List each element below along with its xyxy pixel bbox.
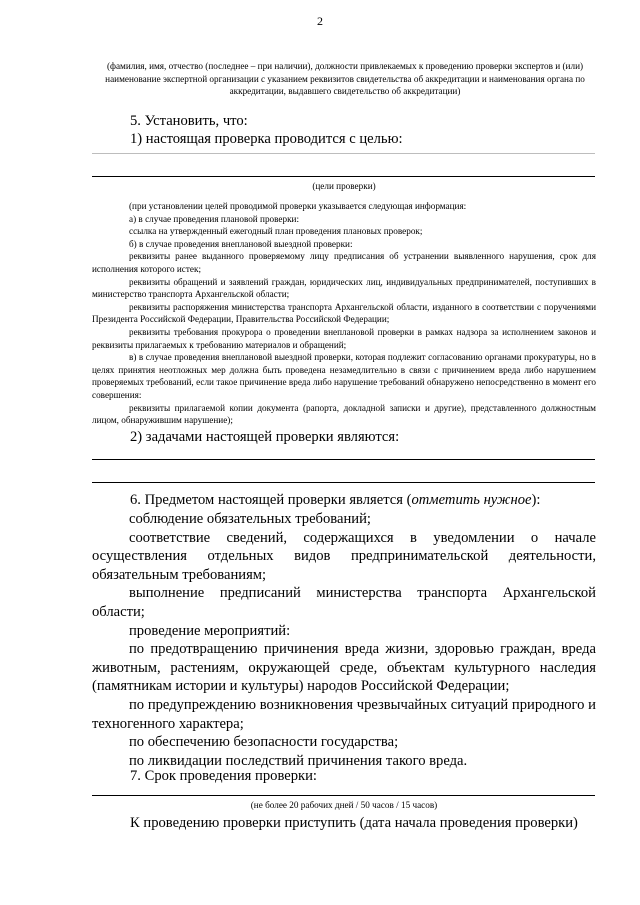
section5-item1: 1) настоящая проверка проводится с целью: <box>130 131 403 147</box>
blank-line <box>92 459 595 460</box>
section5-title: 5. Установить, что: <box>130 113 248 129</box>
blank-line <box>92 153 595 154</box>
subject-item: соблюдение обязательных требований; <box>129 511 371 527</box>
note-line: реквизиты распоряжения министерства транспорта Архангельской области, изданного в соответствии с поручениями Президента Российской Федерации, Правительства Российской Федерации; <box>92 301 596 325</box>
subject-item: по обеспечению безопасности государства; <box>129 734 399 751</box>
note-line: реквизиты требования прокурора о проведении внеплановой проверки в рамках надзора за исполнением законов и реквизиты прилагаемых к требованию материалов и обращений; <box>92 326 596 350</box>
note-line: в) в случае проведения внеплановой выездной проверки, которая подлежит согласованию органами прокуратуры, но в целях принятия неотложных мер должна быть проведена незамедлительно в связи с причинением вреда либо нарушением проверяемых требований, если такое причинение вреда либо нарушение требований обнаружено непосредственно в момент его совершения: <box>92 352 596 400</box>
intro-note: (фамилия, имя, отчество (последнее – при наличии), должности привлекаемых к проведению проверки экспертов и (или) наименование экспертной организации с указанием реквизитов свидетельства об аккредитации и наименования органа по аккредитации, выдавшего свидетельство об аккредитации) <box>105 61 585 97</box>
section6-title-emphasis: отметить нужное <box>411 492 532 508</box>
blank-line <box>92 176 595 177</box>
goals-notes <box>92 200 596 427</box>
note-line: а) в случае проведения плановой проверки: <box>129 213 300 224</box>
note-line: реквизиты прилагаемой копии документа (рапорта, докладной записки и другие), представленного должностным лицом, обнаружившим нарушение); <box>92 402 596 426</box>
subject-item: по предупреждению возникновения чрезвычайных ситуаций природного и техногенного характера; <box>92 696 596 732</box>
blank-line <box>92 482 595 483</box>
section6-items <box>92 510 596 770</box>
note-line: (при установлении целей проводимой проверки указывается следующая информация: <box>129 201 467 211</box>
section5-item2: 2) задачами настоящей проверки являются: <box>130 429 400 445</box>
subject-item: по ликвидации последствий причинения такого вреда. <box>129 752 468 769</box>
note-line: ссылка на утвержденный ежегодный план проведения плановых проверок; <box>129 226 423 237</box>
subject-item: соответствие сведений, содержащихся в уведомлении о начале осуществления отдельных видов предпринимательской деятельности, обязательным требованиям; <box>92 529 596 583</box>
note-line: реквизиты обращений и заявлений граждан, юридических лиц, индивидуальных предпринимателей, поступивших в министерство транспорта Архангельской области; <box>92 276 596 300</box>
note-line: реквизиты ранее выданного проверяемому лицу предписания об устранении выявленного нарушения, срок для исполнения которого истек; <box>92 251 596 274</box>
subject-item: по предотвращению причинения вреда жизни, здоровью граждан, вреда животным, растениям, окружающей среде, объектам культурного наследия (памятникам истории и культуры) народов Российской Федерации; <box>92 641 596 695</box>
subject-item: выполнение предписаний министерства транспорта Архангельской области; <box>92 585 596 620</box>
subject-item: проведение мероприятий: <box>129 622 291 639</box>
blank-line <box>92 795 595 796</box>
section6-title-prefix: 6. Предметом настоящей проверки является ( <box>130 492 412 508</box>
section7-start-text: К проведению проверки приступить (дата начала проведения проверки) <box>130 815 578 831</box>
goals-caption: (цели проверки) <box>312 181 376 191</box>
page-number: 2 <box>317 14 323 28</box>
section6-title <box>130 491 600 510</box>
note-line: б) в случае проведения внеплановой выездной проверки: <box>129 238 353 249</box>
section7-title: 7. Срок проведения проверки: <box>130 768 317 784</box>
section6-title-suffix: ): <box>531 492 541 508</box>
section7-caption: (не более 20 рабочих дней / 50 часов / 15 часов) <box>250 800 438 810</box>
